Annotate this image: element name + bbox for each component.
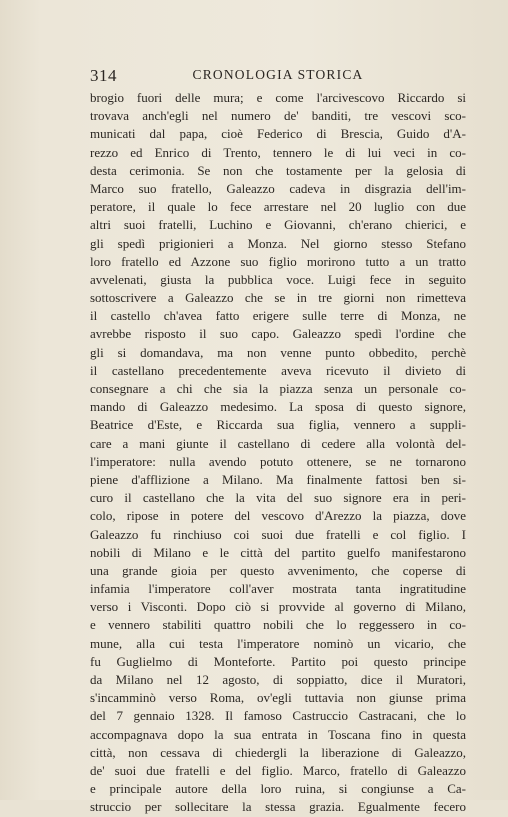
text-line: avrebbe risposto il suo capo. Galeazzo spedì l'ordine che [90,326,466,342]
text-line: infamia l'imperatore coll'aver mostrata tanta ingratitudine [90,581,466,597]
text-line: trovava anch'egli nel numero de' banditi, tre vescovi sco- [90,108,466,124]
text-line: brogio fuori delle mura; e come l'arcivescovo Riccardo si [90,90,466,105]
text-line: Galeazzo fu rinchiuso coi suoi due fratelli e col figlio. I [90,526,466,542]
text-line: altri suoi fratelli, Luchino e Giovanni, ch'erano chierici, e [90,217,466,233]
text-line: il castello ch'avea fatto erigere sulle terre di Monza, ne [90,308,466,324]
text-line: curo il castellano che la vita del suo signore era in peri- [90,490,466,506]
text-line: desta cerimonia. Se non che tostamente per la gelosia di [90,162,466,178]
text-line: colo, ripose in potere del vescovo d'Arezzo la piazza, dove [90,508,466,524]
text-line: da Milano nel 12 agosto, di soppiatto, dice il Muratori, [90,672,466,687]
text-line: il castellano precedentemente aveva ricevuto il divieto di [90,362,466,378]
text-line: una grande gioia per questo avvenimento, che coperse di [90,562,466,578]
text-line: accompagnava dopo la sua entrata in Toscana fino in questa [90,726,466,742]
text-line: città, non cessava di chiedergli la liberazione di Galeazzo, [90,744,466,760]
text-line: rezzo ed Enrico di Trento, tennero le di lui veci in co- [90,144,466,160]
text-line: de' suoi due fratelli e del figlio. Marco, fratello di Galeazzo [90,762,466,778]
text-line: e vennero stabiliti quattro nobili che lo reggessero in co- [90,617,466,633]
body-text [90,89,466,817]
text-line: gli si domandava, ma non venne punto obbedito, perchè [90,344,466,360]
text-line: piene d'afflizione a Milano. Ma finalmente fattosi ben si- [90,471,466,487]
text-line: gli spedì prigionieri a Monza. Nel giorno stesso Stefano [90,235,466,251]
text-line: municati dal papa, cioè Federico di Brescia, Guido d'A- [90,126,466,142]
text-line: loro fratello ed Azzone suo figlio morirono tutto a un tratto [90,253,466,269]
text-line: l'imperatore: nulla avendo potuto ottenere, se ne tornarono [90,453,466,469]
text-line: mando di Galeazzo medesimo. La sposa di questo signore, [90,399,466,415]
text-line: struccio per sollecitare la stessa grazia. Egualmente fecero [90,799,466,815]
text-line: Beatrice d'Este, e Riccarda sua figlia, vennero a suppli- [90,417,466,433]
text-line: verso i Visconti. Dopo ciò si provvide al governo di Milano, [90,599,466,615]
text-line: consegnare a chi che sia la piazza senza un personale co- [90,381,466,396]
text-line: peratore, il quale lo fece arrestare nel 20 luglio con due [90,199,466,215]
text-line: Marco suo fratello, Galeazzo cadeva in disgrazia dell'im- [90,180,466,196]
running-title: CRONOLOGIA STORICA [192,67,364,82]
text-line: sottoscrivere a Galeazzo che se in tre giorni non rimetteva [90,290,466,306]
text-line: s'incamminò verso Roma, ov'egli tuttavia non giunse prima [90,690,466,706]
page-header [90,66,466,86]
text-line: e principale autore della loro ruina, si congiunse a Ca- [90,781,466,797]
text-line: nobili di Milano e le città del partito guelfo manifestarono [90,544,466,560]
text-line: care a mani giunte il castellano di cedere alla volontà del- [90,435,466,451]
text-line: mune, alla cui testa l'imperatore nominò un vicario, che [90,635,466,651]
text-line: avvelenati, giusta la pubblica voce. Luigi fece in seguito [90,271,466,287]
page-number: 314 [90,66,117,85]
text-line: del 7 gennaio 1328. Il famoso Castruccio Castracani, che lo [90,708,466,724]
text-line: fu Guglielmo di Monteforte. Partito poi questo principe [90,653,466,669]
